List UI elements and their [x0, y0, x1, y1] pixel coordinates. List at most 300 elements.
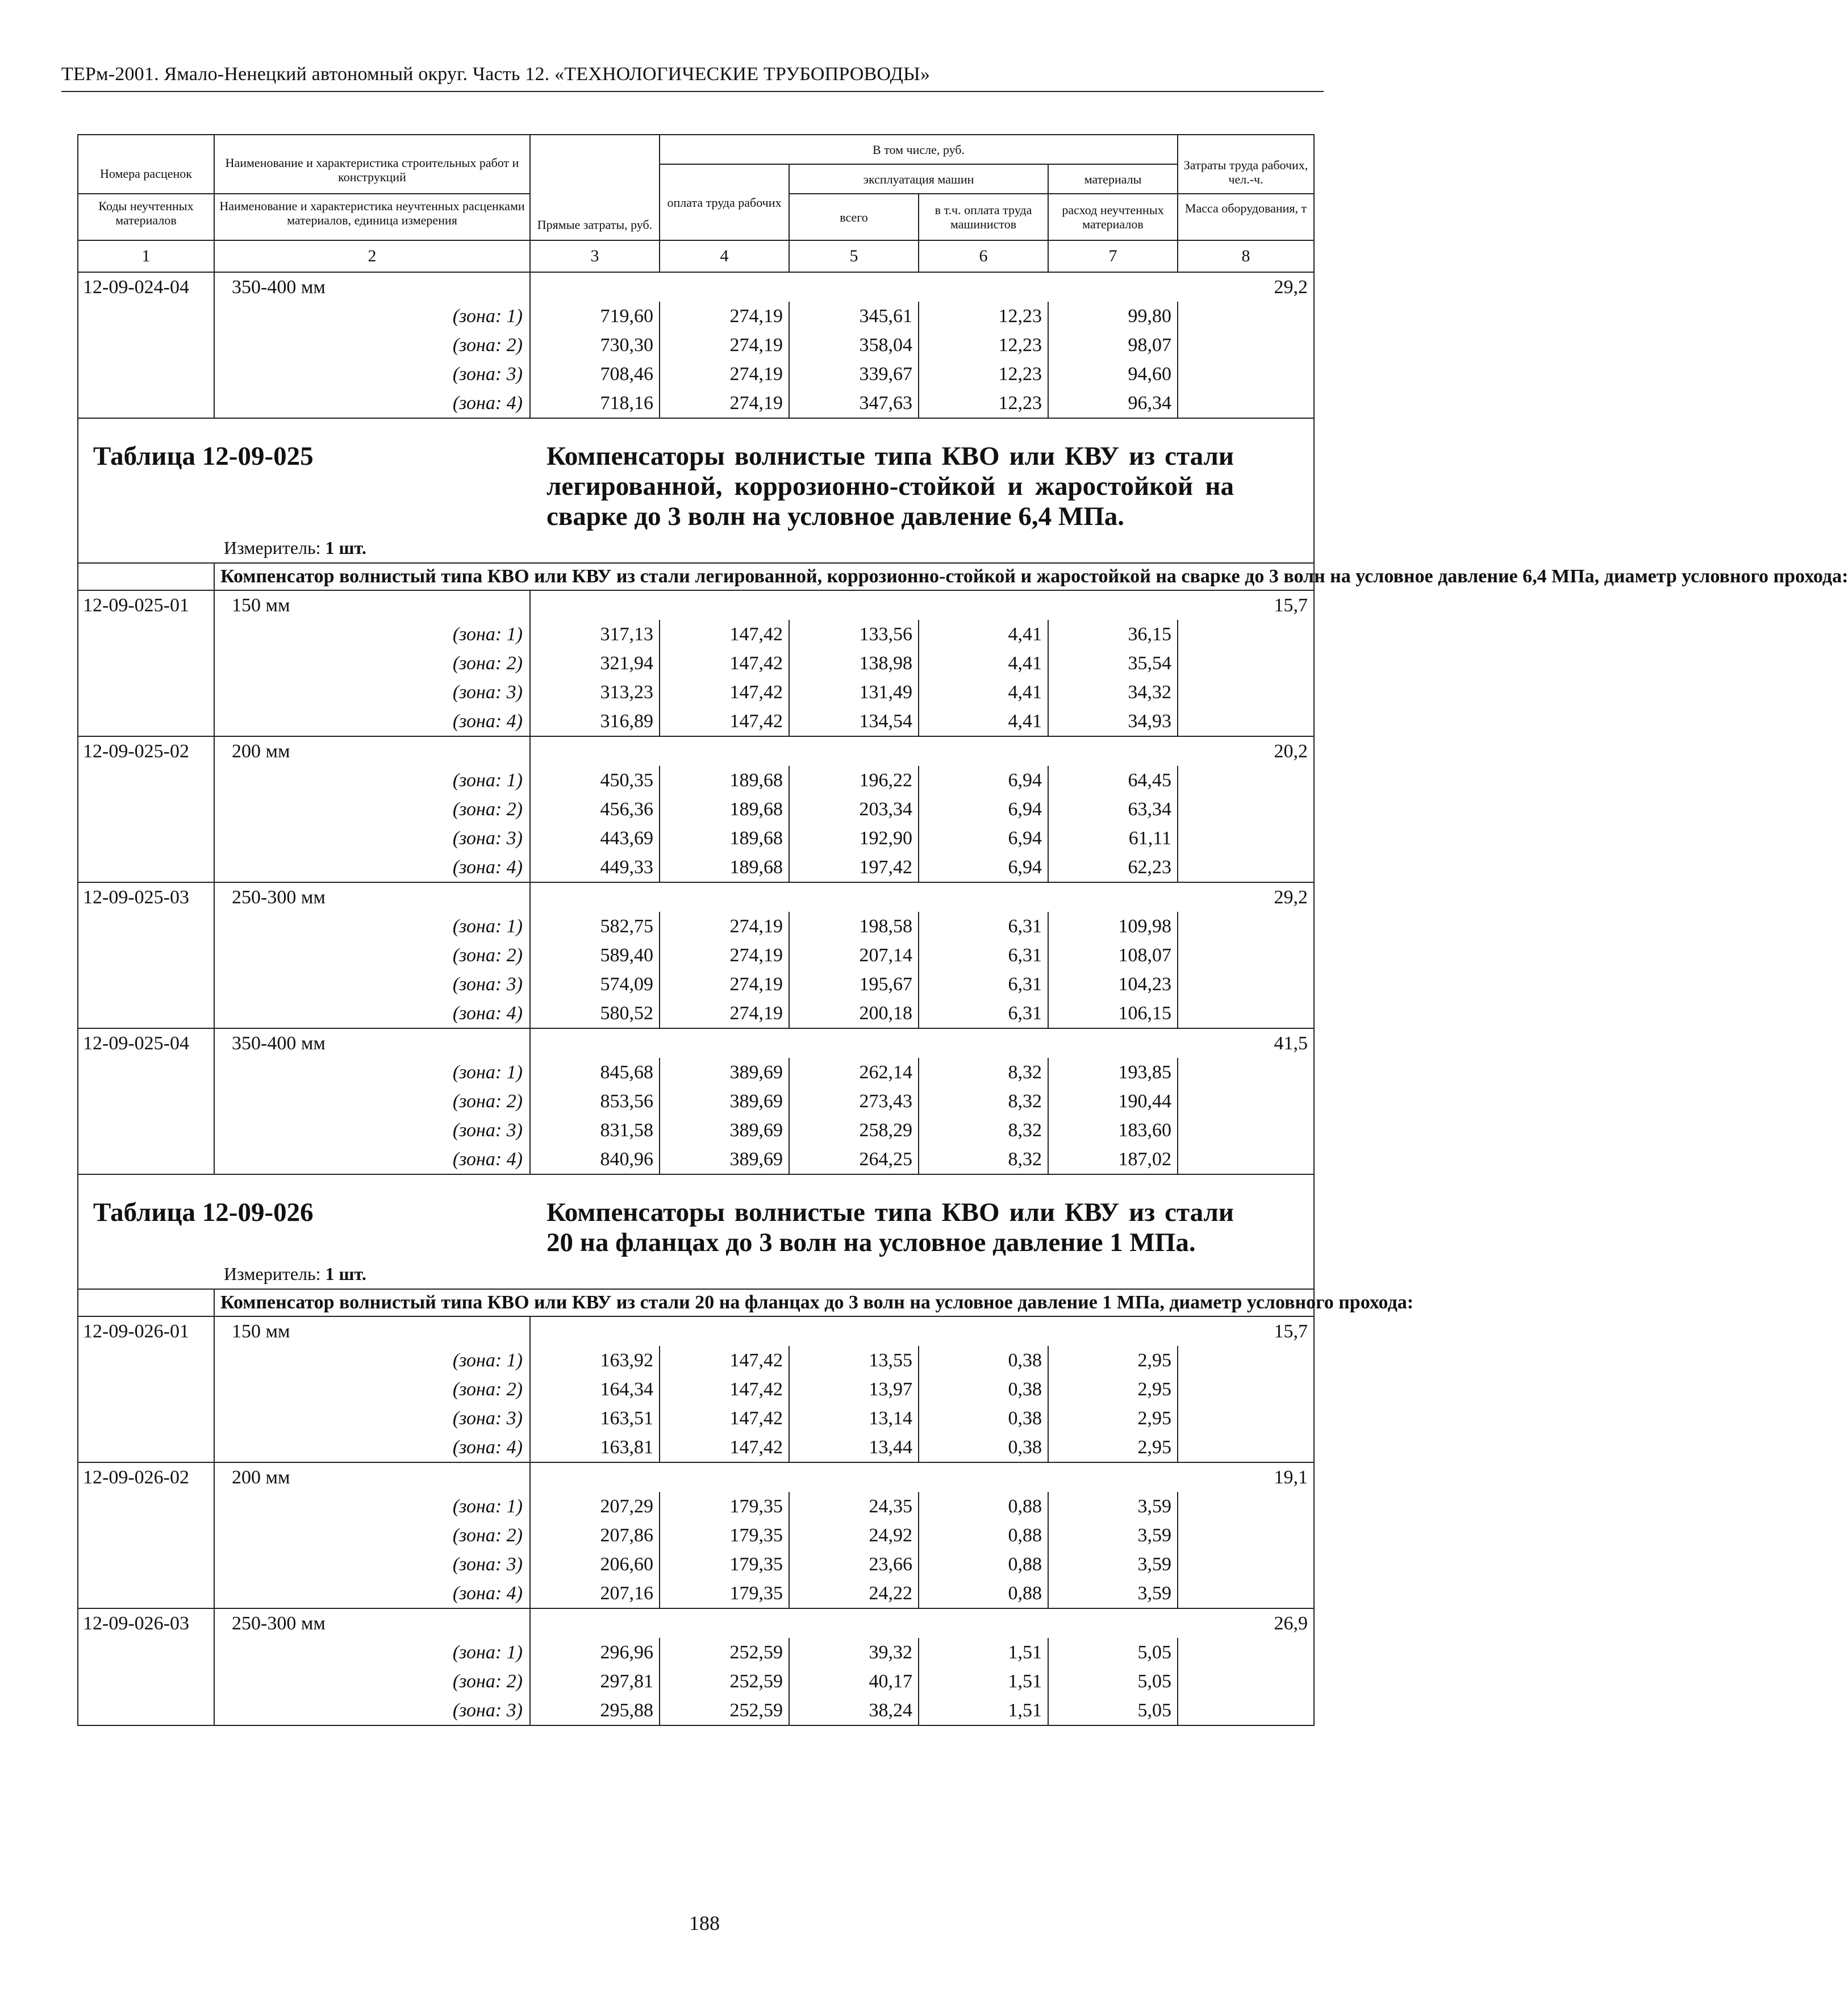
- empty-cell: [660, 882, 789, 912]
- zone-label: (зона: 2): [214, 649, 530, 678]
- empty-cell: [919, 882, 1048, 912]
- empty-cell: [1048, 882, 1178, 912]
- table-title: Таблица 12-09-025: [93, 441, 314, 471]
- empty-cell: [1178, 824, 1314, 853]
- direct-costs: 321,94: [530, 649, 660, 678]
- header-operators-pay: в т.ч. оплата труда машинистов: [919, 194, 1048, 240]
- empty-cell: [789, 590, 919, 620]
- table-body: [78, 272, 1848, 1725]
- empty-cell: [78, 331, 214, 360]
- direct-costs: 207,29: [530, 1492, 660, 1521]
- machines-total: 197,42: [789, 853, 919, 882]
- labor-hours: 29,2: [1178, 882, 1314, 912]
- empty-cell: [789, 1462, 919, 1492]
- empty-cell: [78, 1638, 214, 1667]
- rate-name: 150 мм: [214, 1316, 530, 1346]
- empty-cell: [1178, 360, 1314, 389]
- operators-pay: 0,38: [919, 1404, 1048, 1433]
- empty-cell: [78, 1346, 214, 1375]
- measure-value: 1 шт.: [325, 1264, 366, 1284]
- zone-label: (зона: 4): [214, 1579, 530, 1608]
- worker-pay: 252,59: [660, 1667, 789, 1696]
- worker-pay: 389,69: [660, 1116, 789, 1145]
- direct-costs: 163,92: [530, 1346, 660, 1375]
- empty-cell: [78, 1145, 214, 1174]
- measure-unit: [78, 536, 1313, 559]
- direct-costs: 853,56: [530, 1087, 660, 1116]
- empty-cell: [78, 563, 214, 590]
- materials-cost: 36,15: [1048, 620, 1178, 649]
- zone-label: (зона: 4): [214, 1433, 530, 1462]
- header-unaccounted-materials: расход неучтенных материалов: [1048, 194, 1178, 240]
- machines-total: 358,04: [789, 331, 919, 360]
- empty-cell: [530, 590, 660, 620]
- table-subtitle: Компенсатор волнистый типа КВО или КВУ из стали легированной, коррозионно-стойкой и жаростойкой на сварке до 3 волн на условное давление 6,4 МПа, диаметр условного прохода:: [214, 563, 1314, 590]
- machines-total: 13,44: [789, 1433, 919, 1462]
- zone-label: (зона: 1): [214, 1492, 530, 1521]
- empty-cell: [78, 970, 214, 999]
- column-numbers-row: [78, 240, 1314, 272]
- direct-costs: 589,40: [530, 941, 660, 970]
- zone-label: (зона: 1): [214, 912, 530, 941]
- zone-label: (зона: 1): [214, 1638, 530, 1667]
- empty-cell: [1178, 1145, 1314, 1174]
- direct-costs: 580,52: [530, 999, 660, 1028]
- empty-cell: [1048, 1316, 1178, 1346]
- zone-label: (зона: 1): [214, 1346, 530, 1375]
- worker-pay: 252,59: [660, 1696, 789, 1725]
- direct-costs: 296,96: [530, 1638, 660, 1667]
- empty-cell: [1178, 1667, 1314, 1696]
- rate-code: 12-09-026-01: [78, 1316, 214, 1346]
- empty-cell: [78, 941, 214, 970]
- zone-label: (зона: 4): [214, 1145, 530, 1174]
- header-worker-pay: оплата труда рабочих: [660, 164, 789, 218]
- zone-row: [78, 766, 1314, 795]
- empty-cell: [919, 272, 1048, 302]
- empty-cell: [1048, 590, 1178, 620]
- worker-pay: 147,42: [660, 1404, 789, 1433]
- empty-cell: [919, 1028, 1048, 1058]
- empty-cell: [660, 1028, 789, 1058]
- empty-cell: [530, 882, 660, 912]
- machines-total: 196,22: [789, 766, 919, 795]
- operators-pay: 4,41: [919, 649, 1048, 678]
- empty-cell: [78, 1579, 214, 1608]
- empty-cell: [78, 1087, 214, 1116]
- direct-costs: 163,81: [530, 1433, 660, 1462]
- direct-costs: 443,69: [530, 824, 660, 853]
- table-description: Компенсаторы волнистые типа КВО или КВУ из стали 20 на фланцах до 3 волн на условное давление 1 МПа.: [547, 1198, 1234, 1257]
- empty-cell: [919, 1608, 1048, 1638]
- empty-cell: [530, 1316, 660, 1346]
- machines-total: 40,17: [789, 1667, 919, 1696]
- labor-hours: 15,7: [1178, 590, 1314, 620]
- column-number: 1: [78, 240, 214, 272]
- machines-total: 195,67: [789, 970, 919, 999]
- empty-cell: [530, 1462, 660, 1492]
- column-number: 6: [919, 240, 1048, 272]
- empty-cell: [1048, 1028, 1178, 1058]
- empty-cell: [530, 1608, 660, 1638]
- materials-cost: 109,98: [1048, 912, 1178, 941]
- column-number: 8: [1178, 240, 1314, 272]
- rate-name: 200 мм: [214, 736, 530, 766]
- empty-cell: [1178, 1550, 1314, 1579]
- zone-row: [78, 1696, 1314, 1725]
- empty-cell: [660, 1608, 789, 1638]
- worker-pay: 389,69: [660, 1058, 789, 1087]
- operators-pay: 1,51: [919, 1638, 1048, 1667]
- materials-cost: 5,05: [1048, 1638, 1178, 1667]
- zone-label: (зона: 2): [214, 331, 530, 360]
- worker-pay: 147,42: [660, 1433, 789, 1462]
- header-rate-numbers: Номера расценок: [78, 135, 214, 194]
- worker-pay: 147,42: [660, 649, 789, 678]
- zone-row: [78, 1638, 1314, 1667]
- empty-cell: [530, 736, 660, 766]
- machines-total: 23,66: [789, 1550, 919, 1579]
- machines-total: 273,43: [789, 1087, 919, 1116]
- empty-cell: [78, 1289, 214, 1316]
- zone-label: (зона: 3): [214, 1696, 530, 1725]
- materials-cost: 64,45: [1048, 766, 1178, 795]
- machines-total: 200,18: [789, 999, 919, 1028]
- empty-cell: [660, 590, 789, 620]
- empty-cell: [78, 678, 214, 707]
- worker-pay: 274,19: [660, 360, 789, 389]
- machines-total: 38,24: [789, 1696, 919, 1725]
- operators-pay: 0,38: [919, 1346, 1048, 1375]
- zone-row: [78, 678, 1314, 707]
- rate-row: [78, 882, 1314, 912]
- zone-row: [78, 1579, 1314, 1608]
- machines-total: 345,61: [789, 302, 919, 331]
- machines-total: 134,54: [789, 707, 919, 736]
- materials-cost: 190,44: [1048, 1087, 1178, 1116]
- empty-cell: [660, 1462, 789, 1492]
- empty-cell: [1178, 389, 1314, 418]
- zone-label: (зона: 2): [214, 1375, 530, 1404]
- empty-cell: [78, 766, 214, 795]
- header-machines-total: всего: [789, 194, 919, 240]
- materials-cost: 94,60: [1048, 360, 1178, 389]
- machines-total: 24,35: [789, 1492, 919, 1521]
- materials-cost: 34,93: [1048, 707, 1178, 736]
- operators-pay: 6,94: [919, 824, 1048, 853]
- machines-total: 203,34: [789, 795, 919, 824]
- empty-cell: [78, 1433, 214, 1462]
- rate-name: 350-400 мм: [214, 272, 530, 302]
- worker-pay: 179,35: [660, 1521, 789, 1550]
- empty-cell: [1178, 331, 1314, 360]
- empty-cell: [1178, 649, 1314, 678]
- column-number: 4: [660, 240, 789, 272]
- rate-name: 200 мм: [214, 1462, 530, 1492]
- worker-pay: 252,59: [660, 1638, 789, 1667]
- zone-row: [78, 1058, 1314, 1087]
- zone-label: (зона: 2): [214, 1667, 530, 1696]
- zone-label: (зона: 1): [214, 620, 530, 649]
- worker-pay: 274,19: [660, 912, 789, 941]
- worker-pay: 179,35: [660, 1579, 789, 1608]
- empty-cell: [78, 1058, 214, 1087]
- operators-pay: 0,88: [919, 1579, 1048, 1608]
- rate-row: [78, 1608, 1314, 1638]
- operators-pay: 0,38: [919, 1433, 1048, 1462]
- rate-name: 250-300 мм: [214, 882, 530, 912]
- materials-cost: 63,34: [1048, 795, 1178, 824]
- column-number: 7: [1048, 240, 1178, 272]
- labor-hours: 20,2: [1178, 736, 1314, 766]
- empty-cell: [78, 1550, 214, 1579]
- worker-pay: 389,69: [660, 1145, 789, 1174]
- column-number: 5: [789, 240, 919, 272]
- operators-pay: 6,31: [919, 912, 1048, 941]
- materials-cost: 187,02: [1048, 1145, 1178, 1174]
- empty-cell: [789, 272, 919, 302]
- empty-cell: [1178, 970, 1314, 999]
- zone-label: (зона: 3): [214, 1116, 530, 1145]
- machines-total: 24,92: [789, 1521, 919, 1550]
- table-subtitle: Компенсатор волнистый типа КВО или КВУ из стали 20 на фланцах до 3 волн на условное давление 1 МПа, диаметр условного прохода:: [214, 1289, 1314, 1316]
- materials-cost: 108,07: [1048, 941, 1178, 970]
- table-subtitle-row: [78, 563, 1314, 590]
- machines-total: 262,14: [789, 1058, 919, 1087]
- page-number: 188: [689, 1912, 720, 1934]
- empty-cell: [1178, 1058, 1314, 1087]
- zone-row: [78, 1404, 1314, 1433]
- machines-total: 198,58: [789, 912, 919, 941]
- operators-pay: 6,31: [919, 941, 1048, 970]
- empty-cell: [78, 999, 214, 1028]
- zone-row: [78, 302, 1314, 331]
- materials-cost: 98,07: [1048, 331, 1178, 360]
- zone-label: (зона: 4): [214, 707, 530, 736]
- direct-costs: 316,89: [530, 707, 660, 736]
- worker-pay: 189,68: [660, 795, 789, 824]
- operators-pay: 8,32: [919, 1087, 1048, 1116]
- machines-total: 131,49: [789, 678, 919, 707]
- worker-pay: 147,42: [660, 707, 789, 736]
- rate-row: [78, 1316, 1314, 1346]
- materials-cost: 2,95: [1048, 1404, 1178, 1433]
- zone-row: [78, 795, 1314, 824]
- rate-name: 250-300 мм: [214, 1608, 530, 1638]
- machines-total: 264,25: [789, 1145, 919, 1174]
- header-material-names: Наименование и характеристика неучтенных расценками материалов, единица измерения: [214, 194, 530, 240]
- operators-pay: 8,32: [919, 1058, 1048, 1087]
- zone-row: [78, 970, 1314, 999]
- header-machines: эксплуатация машин: [789, 164, 1048, 194]
- materials-cost: 99,80: [1048, 302, 1178, 331]
- operators-pay: 4,41: [919, 620, 1048, 649]
- header-rule: [61, 91, 1324, 92]
- empty-cell: [1048, 272, 1178, 302]
- worker-pay: 389,69: [660, 1087, 789, 1116]
- direct-costs: 718,16: [530, 389, 660, 418]
- materials-cost: 193,85: [1048, 1058, 1178, 1087]
- zone-label: (зона: 4): [214, 389, 530, 418]
- rate-code: 12-09-024-04: [78, 272, 214, 302]
- table-section-cell: [78, 1174, 1314, 1289]
- materials-cost: 62,23: [1048, 853, 1178, 882]
- empty-cell: [78, 360, 214, 389]
- header-group: В том числе, руб.: [660, 135, 1178, 164]
- zone-row: [78, 999, 1314, 1028]
- rate-row: [78, 1462, 1314, 1492]
- zone-row: [78, 707, 1314, 736]
- header-work-name: Наименование и характеристика строительных работ и конструкций: [214, 135, 530, 194]
- direct-costs: 840,96: [530, 1145, 660, 1174]
- machines-total: 24,22: [789, 1579, 919, 1608]
- worker-pay: 274,19: [660, 970, 789, 999]
- machines-total: 13,97: [789, 1375, 919, 1404]
- empty-cell: [78, 649, 214, 678]
- zone-label: (зона: 3): [214, 678, 530, 707]
- rates-table: [77, 134, 1848, 1726]
- empty-cell: [530, 1028, 660, 1058]
- table-description: Компенсаторы волнистые типа КВО или КВУ из стали легированной, коррозионно-стойкой и жаростойкой на сварке до 3 волн на условное давление 6,4 МПа.: [547, 441, 1234, 531]
- operators-pay: 12,23: [919, 360, 1048, 389]
- empty-cell: [78, 620, 214, 649]
- empty-cell: [1048, 736, 1178, 766]
- materials-cost: 5,05: [1048, 1696, 1178, 1725]
- empty-cell: [1178, 302, 1314, 331]
- empty-cell: [78, 302, 214, 331]
- zone-label: (зона: 4): [214, 999, 530, 1028]
- header-materials: материалы: [1048, 164, 1178, 194]
- materials-cost: 2,95: [1048, 1433, 1178, 1462]
- table-title: Таблица 12-09-026: [93, 1198, 314, 1227]
- operators-pay: 8,32: [919, 1145, 1048, 1174]
- materials-cost: 34,32: [1048, 678, 1178, 707]
- zone-label: (зона: 2): [214, 795, 530, 824]
- zone-label: (зона: 3): [214, 970, 530, 999]
- zone-row: [78, 824, 1314, 853]
- empty-cell: [1178, 999, 1314, 1028]
- zone-row: [78, 1145, 1314, 1174]
- empty-cell: [78, 824, 214, 853]
- zone-label: (зона: 4): [214, 853, 530, 882]
- operators-pay: 0,88: [919, 1521, 1048, 1550]
- direct-costs: 845,68: [530, 1058, 660, 1087]
- materials-cost: 2,95: [1048, 1375, 1178, 1404]
- header-material-codes: Коды неучтенных материалов: [78, 194, 214, 240]
- operators-pay: 0,88: [919, 1492, 1048, 1521]
- empty-cell: [78, 1696, 214, 1725]
- zone-label: (зона: 2): [214, 1521, 530, 1550]
- zone-row: [78, 1492, 1314, 1521]
- empty-cell: [789, 1608, 919, 1638]
- zone-label: (зона: 2): [214, 1087, 530, 1116]
- table-section-cell: [78, 418, 1314, 563]
- rate-name: 350-400 мм: [214, 1028, 530, 1058]
- materials-cost: 2,95: [1048, 1346, 1178, 1375]
- measure-unit: [78, 1262, 1313, 1285]
- empty-cell: [78, 389, 214, 418]
- labor-hours: 26,9: [1178, 1608, 1314, 1638]
- empty-cell: [1178, 1375, 1314, 1404]
- zone-row: [78, 1667, 1314, 1696]
- empty-cell: [78, 795, 214, 824]
- empty-cell: [78, 1667, 214, 1696]
- operators-pay: 6,31: [919, 970, 1048, 999]
- empty-cell: [660, 1316, 789, 1346]
- empty-cell: [1178, 912, 1314, 941]
- materials-cost: 3,59: [1048, 1550, 1178, 1579]
- header-worker-pay-cont: [660, 218, 789, 240]
- operators-pay: 4,41: [919, 707, 1048, 736]
- operators-pay: 0,38: [919, 1375, 1048, 1404]
- direct-costs: 831,58: [530, 1116, 660, 1145]
- direct-costs: 582,75: [530, 912, 660, 941]
- column-number: 2: [214, 240, 530, 272]
- empty-cell: [1048, 1608, 1178, 1638]
- table-section-title-row: [78, 441, 1313, 532]
- zone-row: [78, 912, 1314, 941]
- zone-row: [78, 1116, 1314, 1145]
- rate-code: 12-09-025-02: [78, 736, 214, 766]
- zone-row: [78, 389, 1314, 418]
- zone-label: (зона: 3): [214, 1404, 530, 1433]
- zone-row: [78, 1550, 1314, 1579]
- machines-total: 258,29: [789, 1116, 919, 1145]
- empty-cell: [1178, 766, 1314, 795]
- empty-cell: [789, 1028, 919, 1058]
- empty-cell: [789, 882, 919, 912]
- worker-pay: 147,42: [660, 678, 789, 707]
- direct-costs: 297,81: [530, 1667, 660, 1696]
- zone-row: [78, 1087, 1314, 1116]
- worker-pay: 189,68: [660, 766, 789, 795]
- empty-cell: [1178, 853, 1314, 882]
- worker-pay: 274,19: [660, 302, 789, 331]
- machines-total: 138,98: [789, 649, 919, 678]
- empty-cell: [1178, 707, 1314, 736]
- operators-pay: 12,23: [919, 389, 1048, 418]
- machines-total: 13,14: [789, 1404, 919, 1433]
- rate-row: [78, 1028, 1314, 1058]
- empty-cell: [789, 736, 919, 766]
- rate-name: 150 мм: [214, 590, 530, 620]
- empty-cell: [1178, 1433, 1314, 1462]
- labor-hours: 29,2: [1178, 272, 1314, 302]
- materials-cost: 96,34: [1048, 389, 1178, 418]
- machines-total: 133,56: [789, 620, 919, 649]
- direct-costs: 449,33: [530, 853, 660, 882]
- empty-cell: [1178, 1116, 1314, 1145]
- table-section-title-row: [78, 1198, 1313, 1258]
- empty-cell: [1048, 1462, 1178, 1492]
- rate-row: [78, 590, 1314, 620]
- rate-code: 12-09-025-01: [78, 590, 214, 620]
- direct-costs: 730,30: [530, 331, 660, 360]
- empty-cell: [1178, 1492, 1314, 1521]
- header-labor-hours: Затраты труда рабочих, чел.-ч.: [1178, 135, 1314, 194]
- operators-pay: 1,51: [919, 1667, 1048, 1696]
- header-direct-costs: Прямые затраты, руб.: [530, 135, 660, 240]
- operators-pay: 6,94: [919, 766, 1048, 795]
- materials-cost: 183,60: [1048, 1116, 1178, 1145]
- table-subtitle-row: [78, 1289, 1314, 1316]
- empty-cell: [1178, 1521, 1314, 1550]
- rate-code: 12-09-025-04: [78, 1028, 214, 1058]
- table-section-header: [78, 1174, 1314, 1289]
- operators-pay: 6,31: [919, 999, 1048, 1028]
- empty-cell: [1178, 1087, 1314, 1116]
- materials-cost: 106,15: [1048, 999, 1178, 1028]
